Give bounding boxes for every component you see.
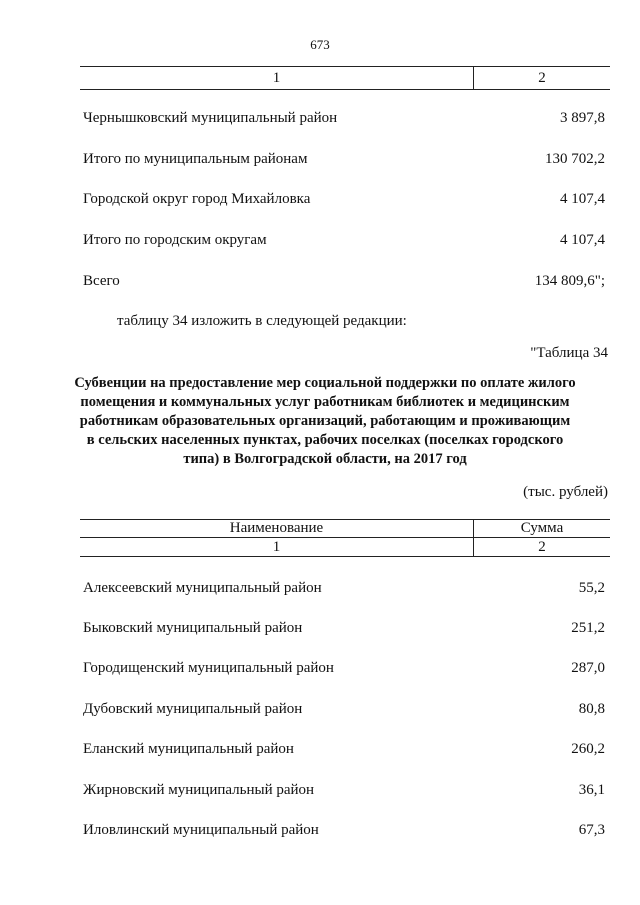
title-line: Субвенции на предоставление мер социальной поддержки по оплате жилого bbox=[74, 375, 576, 391]
table-row bbox=[83, 190, 605, 208]
col-number-2: 2 bbox=[538, 539, 546, 555]
row-name: Итого по муниципальным районам bbox=[83, 151, 308, 167]
row-value: 3 897,8 bbox=[560, 110, 605, 126]
row-value: 4 107,4 bbox=[560, 232, 605, 248]
table-caption: "Таблица 34 bbox=[530, 345, 608, 361]
table-title bbox=[70, 374, 580, 469]
row-value: 260,2 bbox=[571, 741, 605, 757]
row-value: 36,1 bbox=[578, 782, 605, 798]
table-row bbox=[83, 781, 605, 799]
table-row bbox=[83, 272, 605, 290]
table-row bbox=[83, 579, 605, 597]
main-table-header bbox=[80, 519, 610, 557]
top-col-number-2: 2 bbox=[538, 70, 546, 86]
title-line: типа) в Волгоградской области, на 2017 год bbox=[183, 451, 467, 467]
row-name: Городищенский муниципальный район bbox=[83, 660, 334, 676]
table-row bbox=[83, 109, 605, 127]
row-name: Жирновский муниципальный район bbox=[83, 782, 315, 798]
table-row bbox=[83, 231, 605, 249]
unit-label: (тыс. рублей) bbox=[523, 484, 608, 500]
row-name: Еланский муниципальный район bbox=[83, 741, 294, 757]
title-line: в сельских населенных пунктах, рабочих поселках (поселках городского bbox=[86, 432, 564, 448]
row-value: 55,2 bbox=[578, 580, 605, 596]
row-name: Иловлинский муниципальный район bbox=[83, 822, 319, 838]
col-number-1: 1 bbox=[80, 538, 474, 556]
row-value: 67,3 bbox=[578, 822, 605, 838]
row-value: 130 702,2 bbox=[545, 151, 605, 167]
table-row bbox=[83, 150, 605, 168]
title-line: помещения и коммунальных услуг работникам библиотек и медицинским bbox=[80, 394, 570, 410]
row-name: Быковский муниципальный район bbox=[83, 620, 303, 636]
table-row bbox=[83, 700, 605, 718]
row-value: 251,2 bbox=[571, 620, 605, 636]
row-value: 287,0 bbox=[571, 660, 605, 676]
title-line: работникам образовательных организаций, работающим и проживающим bbox=[79, 413, 571, 429]
table-row bbox=[83, 619, 605, 637]
top-col-number-1: 1 bbox=[80, 67, 474, 89]
row-value: 134 809,6"; bbox=[534, 273, 605, 289]
header-sum: Сумма bbox=[520, 520, 564, 536]
row-name: Алексеевский муниципальный район bbox=[83, 580, 322, 596]
table-row bbox=[83, 740, 605, 758]
row-name: Городской округ город Михайловка bbox=[83, 191, 311, 207]
row-name: Итого по городским округам bbox=[83, 232, 267, 248]
table-row bbox=[83, 821, 605, 839]
intro-text: таблицу 34 изложить в следующей редакции: bbox=[117, 313, 407, 329]
top-table-header bbox=[80, 66, 610, 90]
row-name: Чернышковский муниципальный район bbox=[83, 110, 338, 126]
row-name: Дубовский муниципальный район bbox=[83, 701, 303, 717]
row-value: 80,8 bbox=[578, 701, 605, 717]
row-value: 4 107,4 bbox=[560, 191, 605, 207]
header-name: Наименование bbox=[80, 520, 474, 537]
table-row bbox=[83, 659, 605, 677]
row-name: Всего bbox=[83, 273, 120, 289]
page-number: 673 bbox=[310, 37, 330, 52]
